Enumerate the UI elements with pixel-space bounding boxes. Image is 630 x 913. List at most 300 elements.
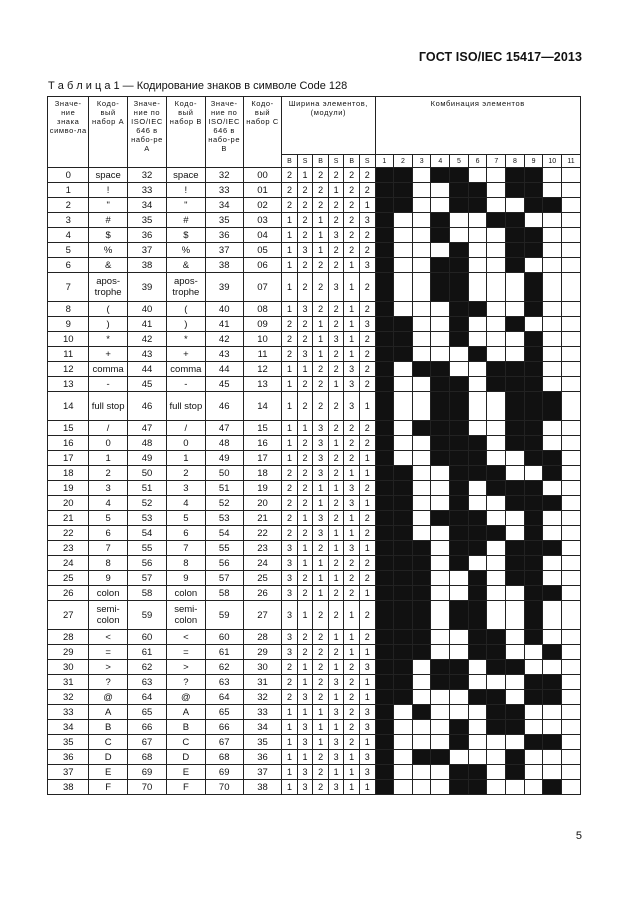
cell-iso-b: 52 bbox=[205, 496, 243, 511]
cell-width: 1 bbox=[282, 228, 298, 243]
module-bar bbox=[487, 362, 506, 377]
cell-width: 3 bbox=[282, 630, 298, 645]
module-bar bbox=[468, 780, 487, 795]
cell-width: 1 bbox=[344, 347, 360, 362]
module-bar bbox=[375, 765, 394, 780]
cell-set-a: ( bbox=[89, 302, 127, 317]
module-bar bbox=[450, 392, 469, 421]
cell-set-a: 5 bbox=[89, 511, 127, 526]
module-bar bbox=[431, 168, 450, 183]
module-bar bbox=[394, 481, 413, 496]
cell-value: 2 bbox=[48, 198, 89, 213]
cell-iso-a: 66 bbox=[127, 720, 166, 735]
module-space bbox=[394, 273, 413, 302]
cell-iso-b: 58 bbox=[205, 586, 243, 601]
cell-set-c: 24 bbox=[243, 556, 281, 571]
cell-set-a: / bbox=[89, 421, 127, 436]
table-row bbox=[48, 750, 581, 765]
cell-width: 2 bbox=[328, 466, 344, 481]
cell-width: 1 bbox=[328, 690, 344, 705]
cell-set-a: semi-colon bbox=[89, 601, 127, 630]
cell-set-a: ! bbox=[89, 183, 127, 198]
module-bar bbox=[543, 780, 562, 795]
module-space bbox=[412, 466, 431, 481]
module-space bbox=[450, 362, 469, 377]
cell-width: 3 bbox=[328, 780, 344, 795]
module-space bbox=[431, 481, 450, 496]
module-bar bbox=[450, 526, 469, 541]
cell-set-c: 34 bbox=[243, 720, 281, 735]
module-bar bbox=[394, 168, 413, 183]
module-space bbox=[431, 466, 450, 481]
module-bar bbox=[506, 720, 525, 735]
module-bar bbox=[375, 481, 394, 496]
cell-value: 22 bbox=[48, 526, 89, 541]
cell-width: 1 bbox=[282, 273, 298, 302]
module-space bbox=[562, 198, 581, 213]
cell-width: 2 bbox=[359, 526, 375, 541]
cell-width: 2 bbox=[282, 496, 298, 511]
module-space bbox=[487, 332, 506, 347]
cell-set-b: % bbox=[167, 243, 205, 258]
module-label: 10 bbox=[543, 155, 562, 168]
cell-set-b: comma bbox=[167, 362, 205, 377]
module-bar bbox=[487, 690, 506, 705]
cell-width: 2 bbox=[313, 780, 329, 795]
module-bar bbox=[543, 586, 562, 601]
cell-width: 1 bbox=[313, 243, 329, 258]
module-space bbox=[506, 586, 525, 601]
module-space bbox=[562, 586, 581, 601]
module-space bbox=[394, 421, 413, 436]
module-bar bbox=[375, 586, 394, 601]
cell-set-b: colon bbox=[167, 586, 205, 601]
module-bar bbox=[524, 481, 543, 496]
cell-iso-b: 65 bbox=[205, 705, 243, 720]
cell-value: 10 bbox=[48, 332, 89, 347]
module-space bbox=[562, 556, 581, 571]
cell-iso-a: 41 bbox=[127, 317, 166, 332]
module-space bbox=[543, 526, 562, 541]
cell-width: 2 bbox=[359, 481, 375, 496]
cell-set-c: 31 bbox=[243, 675, 281, 690]
cell-width: 2 bbox=[344, 243, 360, 258]
module-bar bbox=[506, 481, 525, 496]
module-bar bbox=[450, 541, 469, 556]
module-bar bbox=[543, 198, 562, 213]
cell-width: 2 bbox=[282, 347, 298, 362]
cell-iso-a: 47 bbox=[127, 421, 166, 436]
module-bar bbox=[375, 675, 394, 690]
cell-iso-a: 50 bbox=[127, 466, 166, 481]
cell-width: 2 bbox=[359, 630, 375, 645]
cell-width: 3 bbox=[282, 601, 298, 630]
module-label: 1 bbox=[375, 155, 394, 168]
module-bar bbox=[506, 243, 525, 258]
cell-value: 12 bbox=[48, 362, 89, 377]
cell-iso-b: 32 bbox=[205, 168, 243, 183]
module-space bbox=[450, 586, 469, 601]
module-bar bbox=[394, 690, 413, 705]
module-space bbox=[468, 228, 487, 243]
cell-width: 2 bbox=[328, 302, 344, 317]
table-row bbox=[48, 436, 581, 451]
module-space bbox=[487, 735, 506, 750]
cell-set-c: 10 bbox=[243, 332, 281, 347]
module-bar bbox=[506, 496, 525, 511]
cell-iso-b: 39 bbox=[205, 273, 243, 302]
cell-width: 2 bbox=[359, 601, 375, 630]
module-bar bbox=[524, 571, 543, 586]
module-space bbox=[394, 258, 413, 273]
cell-set-b: A bbox=[167, 705, 205, 720]
module-space bbox=[431, 735, 450, 750]
cell-set-a: < bbox=[89, 630, 127, 645]
cell-width: 1 bbox=[297, 168, 313, 183]
module-bar bbox=[506, 183, 525, 198]
cell-iso-b: 61 bbox=[205, 645, 243, 660]
module-bar bbox=[506, 660, 525, 675]
module-bar bbox=[375, 273, 394, 302]
cell-width: 1 bbox=[359, 675, 375, 690]
col-widths-header: Ширина элементов, (модули) bbox=[282, 97, 375, 155]
cell-width: 1 bbox=[313, 332, 329, 347]
module-space bbox=[431, 720, 450, 735]
module-bar bbox=[394, 645, 413, 660]
module-space bbox=[468, 258, 487, 273]
module-space bbox=[394, 451, 413, 466]
module-space bbox=[487, 780, 506, 795]
module-space bbox=[450, 571, 469, 586]
table-header-row bbox=[48, 97, 581, 155]
cell-width: 2 bbox=[328, 213, 344, 228]
cell-iso-a: 38 bbox=[127, 258, 166, 273]
cell-width: 2 bbox=[297, 258, 313, 273]
module-space bbox=[562, 750, 581, 765]
cell-iso-a: 32 bbox=[127, 168, 166, 183]
module-bar bbox=[375, 213, 394, 228]
module-space bbox=[562, 690, 581, 705]
cell-value: 11 bbox=[48, 347, 89, 362]
module-space bbox=[543, 362, 562, 377]
module-bar bbox=[394, 541, 413, 556]
cell-iso-a: 35 bbox=[127, 213, 166, 228]
cell-iso-b: 43 bbox=[205, 347, 243, 362]
cell-width: 3 bbox=[297, 735, 313, 750]
cell-width: 3 bbox=[344, 377, 360, 392]
cell-width: 1 bbox=[282, 258, 298, 273]
module-space bbox=[562, 377, 581, 392]
cell-width: 1 bbox=[282, 765, 298, 780]
cell-iso-a: 60 bbox=[127, 630, 166, 645]
module-bar bbox=[506, 258, 525, 273]
module-bar bbox=[450, 451, 469, 466]
module-bar bbox=[524, 421, 543, 436]
module-bar bbox=[524, 198, 543, 213]
cell-set-b: D bbox=[167, 750, 205, 765]
cell-iso-b: 68 bbox=[205, 750, 243, 765]
table-row bbox=[48, 317, 581, 332]
module-bar bbox=[394, 332, 413, 347]
module-bar bbox=[524, 630, 543, 645]
module-bar bbox=[375, 377, 394, 392]
cell-set-b: 6 bbox=[167, 526, 205, 541]
module-bar bbox=[394, 601, 413, 630]
table-row bbox=[48, 690, 581, 705]
cell-width: 2 bbox=[282, 183, 298, 198]
cell-width: 1 bbox=[328, 571, 344, 586]
module-bar bbox=[412, 362, 431, 377]
cell-set-b: 7 bbox=[167, 541, 205, 556]
module-bar bbox=[412, 571, 431, 586]
cell-width: 1 bbox=[344, 466, 360, 481]
cell-width: 1 bbox=[313, 705, 329, 720]
cell-width: 3 bbox=[313, 421, 329, 436]
module-bar bbox=[450, 377, 469, 392]
cell-set-a: 0 bbox=[89, 436, 127, 451]
cell-set-b: # bbox=[167, 213, 205, 228]
module-bar bbox=[524, 541, 543, 556]
cell-width: 3 bbox=[359, 750, 375, 765]
module-space bbox=[506, 273, 525, 302]
cell-value: 14 bbox=[48, 392, 89, 421]
module-space bbox=[468, 377, 487, 392]
cell-width: 1 bbox=[359, 451, 375, 466]
module-space bbox=[562, 645, 581, 660]
module-space bbox=[468, 392, 487, 421]
module-bar bbox=[468, 571, 487, 586]
cell-width: 2 bbox=[359, 362, 375, 377]
module-space bbox=[543, 601, 562, 630]
cell-set-c: 03 bbox=[243, 213, 281, 228]
cell-width: 2 bbox=[313, 660, 329, 675]
module-space bbox=[412, 183, 431, 198]
module-space bbox=[487, 258, 506, 273]
cell-set-b: F bbox=[167, 780, 205, 795]
cell-set-c: 07 bbox=[243, 273, 281, 302]
cell-value: 24 bbox=[48, 556, 89, 571]
module-bar bbox=[431, 436, 450, 451]
module-space bbox=[487, 392, 506, 421]
module-space bbox=[468, 243, 487, 258]
table-row bbox=[48, 541, 581, 556]
module-space bbox=[468, 273, 487, 302]
cell-set-b: ! bbox=[167, 183, 205, 198]
cell-set-a: F bbox=[89, 780, 127, 795]
module-space bbox=[412, 451, 431, 466]
cell-set-b: B bbox=[167, 720, 205, 735]
module-bar bbox=[375, 466, 394, 481]
cell-set-c: 12 bbox=[243, 362, 281, 377]
cell-width: 3 bbox=[313, 436, 329, 451]
cell-iso-b: 56 bbox=[205, 556, 243, 571]
cell-width: 2 bbox=[328, 243, 344, 258]
cell-set-c: 13 bbox=[243, 377, 281, 392]
module-space bbox=[562, 765, 581, 780]
module-space bbox=[431, 601, 450, 630]
module-bar bbox=[487, 705, 506, 720]
cell-width: 2 bbox=[344, 436, 360, 451]
table-row bbox=[48, 377, 581, 392]
cell-width: 2 bbox=[359, 228, 375, 243]
cell-width: 2 bbox=[328, 347, 344, 362]
cell-width: 2 bbox=[328, 645, 344, 660]
cell-iso-b: 36 bbox=[205, 228, 243, 243]
cell-width: 3 bbox=[359, 705, 375, 720]
cell-width: 2 bbox=[359, 183, 375, 198]
module-space bbox=[412, 496, 431, 511]
cell-width: 2 bbox=[282, 690, 298, 705]
module-bar bbox=[506, 436, 525, 451]
cell-set-c: 30 bbox=[243, 660, 281, 675]
table-row bbox=[48, 645, 581, 660]
cell-set-c: 22 bbox=[243, 526, 281, 541]
cell-iso-b: 37 bbox=[205, 243, 243, 258]
module-bar bbox=[375, 690, 394, 705]
cell-width: 3 bbox=[359, 765, 375, 780]
module-bar bbox=[487, 660, 506, 675]
cell-set-c: 09 bbox=[243, 317, 281, 332]
module-bar bbox=[524, 183, 543, 198]
cell-width: 2 bbox=[328, 392, 344, 421]
cell-set-a: comma bbox=[89, 362, 127, 377]
cell-width: 1 bbox=[344, 630, 360, 645]
module-space bbox=[562, 362, 581, 377]
cell-set-a: 4 bbox=[89, 496, 127, 511]
cell-width: 2 bbox=[297, 481, 313, 496]
cell-set-b: & bbox=[167, 258, 205, 273]
table-row bbox=[48, 347, 581, 362]
module-bar bbox=[468, 526, 487, 541]
table-row bbox=[48, 421, 581, 436]
cell-set-c: 21 bbox=[243, 511, 281, 526]
cell-width: 2 bbox=[344, 571, 360, 586]
cell-value: 20 bbox=[48, 496, 89, 511]
module-bar bbox=[431, 660, 450, 675]
module-space bbox=[506, 511, 525, 526]
cell-width: 3 bbox=[328, 228, 344, 243]
cell-width: 1 bbox=[344, 332, 360, 347]
module-space bbox=[412, 392, 431, 421]
module-bar bbox=[375, 645, 394, 660]
module-bar bbox=[412, 601, 431, 630]
module-space bbox=[524, 780, 543, 795]
cell-width: 1 bbox=[297, 675, 313, 690]
cell-width: 1 bbox=[297, 511, 313, 526]
cell-value: 8 bbox=[48, 302, 89, 317]
module-bar bbox=[487, 630, 506, 645]
module-bar bbox=[524, 362, 543, 377]
cell-width: 2 bbox=[328, 317, 344, 332]
module-bar bbox=[468, 630, 487, 645]
module-bar bbox=[468, 511, 487, 526]
module-bar bbox=[375, 302, 394, 317]
module-space bbox=[543, 377, 562, 392]
cell-width: 1 bbox=[359, 645, 375, 660]
module-space bbox=[506, 451, 525, 466]
cell-set-c: 11 bbox=[243, 347, 281, 362]
cell-width: 2 bbox=[282, 526, 298, 541]
cell-width: 3 bbox=[313, 511, 329, 526]
module-bar bbox=[524, 168, 543, 183]
cell-set-c: 00 bbox=[243, 168, 281, 183]
cell-width: 1 bbox=[297, 601, 313, 630]
cell-width: 2 bbox=[344, 735, 360, 750]
cell-iso-a: 52 bbox=[127, 496, 166, 511]
module-bar bbox=[375, 183, 394, 198]
cell-width: 2 bbox=[313, 630, 329, 645]
cell-width: 2 bbox=[297, 586, 313, 601]
module-bar bbox=[506, 750, 525, 765]
module-bar bbox=[431, 228, 450, 243]
module-bar bbox=[468, 347, 487, 362]
module-bar bbox=[543, 392, 562, 421]
module-space bbox=[450, 228, 469, 243]
module-bar bbox=[450, 511, 469, 526]
module-bar bbox=[487, 645, 506, 660]
module-space bbox=[431, 541, 450, 556]
module-space bbox=[468, 496, 487, 511]
module-bar bbox=[375, 168, 394, 183]
module-bar bbox=[394, 317, 413, 332]
cell-iso-a: 64 bbox=[127, 690, 166, 705]
module-space bbox=[487, 168, 506, 183]
cell-width: 1 bbox=[344, 273, 360, 302]
module-space bbox=[562, 392, 581, 421]
cell-iso-b: 33 bbox=[205, 183, 243, 198]
module-space bbox=[394, 735, 413, 750]
module-bar bbox=[506, 765, 525, 780]
module-space bbox=[431, 496, 450, 511]
cell-set-b: " bbox=[167, 198, 205, 213]
module-bar bbox=[375, 496, 394, 511]
cell-iso-a: 69 bbox=[127, 765, 166, 780]
module-space bbox=[562, 258, 581, 273]
width-label: B bbox=[282, 155, 298, 168]
module-bar bbox=[506, 168, 525, 183]
module-bar bbox=[394, 630, 413, 645]
module-space bbox=[543, 720, 562, 735]
cell-width: 3 bbox=[297, 720, 313, 735]
cell-width: 2 bbox=[344, 690, 360, 705]
cell-value: 33 bbox=[48, 705, 89, 720]
module-bar bbox=[375, 258, 394, 273]
cell-width: 2 bbox=[313, 273, 329, 302]
cell-width: 2 bbox=[328, 586, 344, 601]
cell-set-b: space bbox=[167, 168, 205, 183]
cell-width: 2 bbox=[344, 228, 360, 243]
cell-width: 2 bbox=[359, 377, 375, 392]
table-row bbox=[48, 362, 581, 377]
table-row bbox=[48, 466, 581, 481]
module-space bbox=[412, 526, 431, 541]
cell-iso-b: 45 bbox=[205, 377, 243, 392]
cell-width: 3 bbox=[344, 362, 360, 377]
table-row bbox=[48, 392, 581, 421]
module-space bbox=[562, 436, 581, 451]
module-space bbox=[562, 183, 581, 198]
module-bar bbox=[375, 511, 394, 526]
module-bar bbox=[487, 377, 506, 392]
cell-width: 3 bbox=[297, 780, 313, 795]
table-row bbox=[48, 601, 581, 630]
module-bar bbox=[468, 765, 487, 780]
module-space bbox=[394, 243, 413, 258]
cell-width: 1 bbox=[297, 750, 313, 765]
cell-width: 1 bbox=[328, 660, 344, 675]
cell-width: 1 bbox=[282, 705, 298, 720]
code-table bbox=[47, 96, 581, 795]
